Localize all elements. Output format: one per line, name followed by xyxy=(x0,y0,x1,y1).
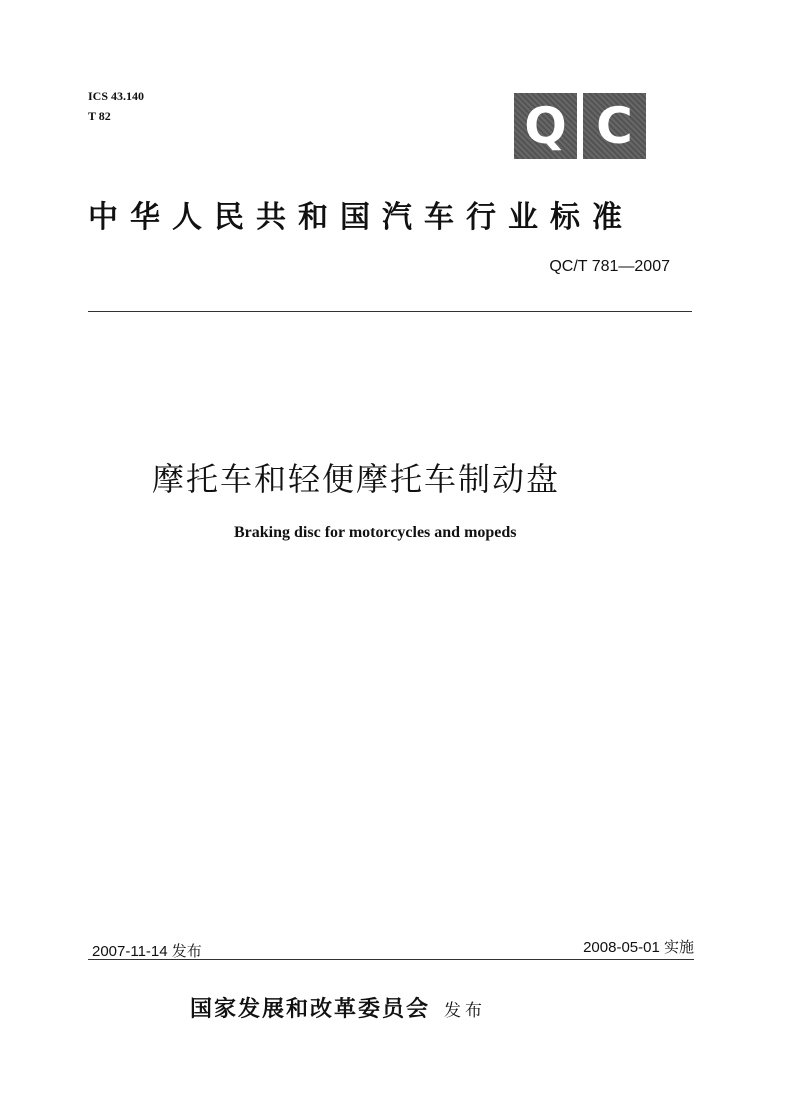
bottom-divider xyxy=(88,959,694,960)
standard-code: QC/T 781—2007 xyxy=(549,258,670,275)
effective-date: 2008-05-01 实施 xyxy=(583,939,694,956)
logo-letter-q: Q xyxy=(514,93,577,159)
top-divider xyxy=(88,311,692,312)
issue-date: 2007-11-14 发布 xyxy=(92,943,202,960)
ics-code: ICS 43.140 xyxy=(88,89,145,103)
standard-title: 中华人民共和国汽车行业标准 xyxy=(88,200,634,235)
publisher-line xyxy=(190,992,486,1023)
category-code: T 82 xyxy=(88,109,111,123)
publisher-action: 发布 xyxy=(444,1001,487,1021)
publisher-name: 国家发展和改革委员会 xyxy=(190,996,431,1022)
classification-codes xyxy=(88,86,144,126)
document-title-cn: 摩托车和轻便摩托车制动盘 xyxy=(152,460,561,498)
qc-logo xyxy=(514,93,646,159)
logo-letter-c: C xyxy=(583,93,646,159)
document-title-en: Braking disc for motorcycles and mopeds xyxy=(234,524,517,541)
